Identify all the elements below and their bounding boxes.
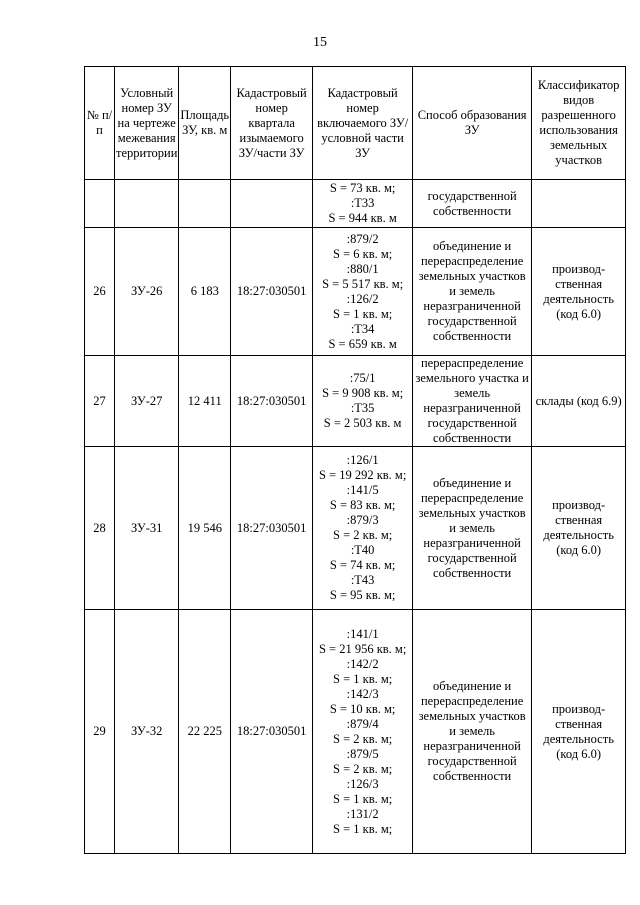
row-method: объединение и перераспределение земельных участков и земель неразграниченной государственной собственности	[413, 447, 532, 610]
table-row	[85, 610, 626, 854]
included-line: :Т34	[350, 321, 375, 336]
row-zu-number: ЗУ-27	[115, 356, 179, 447]
cont-included-line: S = 73 кв. м;	[329, 181, 396, 195]
cont-quarter	[231, 180, 313, 228]
included-line: :142/3	[346, 686, 379, 701]
included-line: :879/5	[346, 746, 379, 761]
included-line: S = 1 кв. м;	[333, 791, 393, 806]
row-no: 27	[85, 356, 115, 447]
row-method: перераспределение земельного участка и земель неразграниченной государственной собственности	[413, 356, 532, 447]
included-line: :126/1	[346, 453, 379, 467]
included-line: S = 19 292 кв. м;	[318, 468, 407, 482]
included-line: S = 9 908 кв. м;	[322, 386, 404, 400]
included-line: S = 1 кв. м;	[333, 821, 393, 836]
cont-area	[179, 180, 231, 228]
row-included	[313, 610, 413, 854]
included-line: S = 1 кв. м;	[333, 671, 393, 686]
row-quarter: 18:27:030501	[231, 356, 313, 447]
row-zu-number: ЗУ-31	[115, 447, 179, 610]
row-area: 19 546	[179, 447, 231, 610]
cont-classifier	[532, 180, 626, 228]
cont-zu	[115, 180, 179, 228]
row-area: 6 183	[179, 228, 231, 356]
land-plots-table	[84, 66, 626, 854]
row-included	[313, 447, 413, 610]
row-no: 28	[85, 447, 115, 610]
included-line: S = 95 кв. м;	[329, 588, 396, 602]
row-quarter: 18:27:030501	[231, 447, 313, 610]
included-line: :Т40	[350, 543, 375, 557]
included-line: :141/1	[346, 626, 379, 641]
included-line: :75/1	[349, 371, 376, 385]
included-line: :126/2	[346, 291, 379, 306]
cont-included	[313, 180, 413, 228]
row-classifier: производ-ственная деятельность (код 6.0)	[532, 228, 626, 356]
included-line: S = 5 517 кв. м;	[322, 276, 404, 291]
row-classifier: производ-ственная деятельность (код 6.0)	[532, 447, 626, 610]
included-line: :141/5	[346, 483, 379, 497]
header-area: Площадь ЗУ, кв. м	[179, 67, 231, 180]
cont-included-line: :Т33	[350, 196, 375, 210]
row-classifier: производ-ственная деятельность (код 6.0)	[532, 610, 626, 854]
row-area: 22 225	[179, 610, 231, 854]
included-line: S = 21 956 кв. м;	[318, 641, 407, 656]
row-quarter: 18:27:030501	[231, 228, 313, 356]
page-number: 15	[313, 35, 327, 50]
cont-no	[85, 180, 115, 228]
cont-method: государственной собственности	[413, 180, 532, 228]
table-row	[85, 356, 626, 447]
included-line: S = 659 кв. м	[328, 336, 397, 351]
row-no: 29	[85, 610, 115, 854]
row-zu-number: ЗУ-32	[115, 610, 179, 854]
row-included	[313, 228, 413, 356]
cont-included-line: S = 944 кв. м	[328, 211, 397, 225]
included-line: S = 74 кв. м;	[329, 558, 396, 572]
row-area: 12 411	[179, 356, 231, 447]
header-classifier: Классификатор видов разрешенного использования земельных участков	[532, 67, 626, 180]
header-row	[85, 67, 626, 180]
included-line: S = 2 503 кв. м	[323, 416, 402, 430]
row-zu-number: ЗУ-26	[115, 228, 179, 356]
header-zu-number: Условный номер ЗУ на чертеже межевания территории	[115, 67, 179, 180]
header-no: № п/п	[85, 67, 115, 180]
included-line: :131/2	[346, 806, 379, 821]
header-quarter: Кадастровый номер квартала изымаемого ЗУ/части ЗУ	[231, 67, 313, 180]
row-included	[313, 356, 413, 447]
included-line: :879/4	[346, 716, 379, 731]
header-included: Кадастровый номер включаемого ЗУ/условной части ЗУ	[313, 67, 413, 180]
row-method: объединение и перераспределение земельных участков и земель неразграниченной государственной собственности	[413, 228, 532, 356]
table-row	[85, 228, 626, 356]
table-row	[85, 447, 626, 610]
row-quarter: 18:27:030501	[231, 610, 313, 854]
included-line: S = 2 кв. м;	[333, 761, 393, 776]
included-line: :126/3	[346, 776, 379, 791]
row-no: 26	[85, 228, 115, 356]
included-line: S = 83 кв. м;	[329, 498, 396, 512]
row-classifier: склады (код 6.9)	[532, 356, 626, 447]
included-line: S = 6 кв. м;	[333, 246, 393, 261]
included-line: :Т43	[350, 573, 375, 587]
included-line: :Т35	[350, 401, 375, 415]
included-line: :142/2	[346, 656, 379, 671]
included-line: :879/2	[346, 231, 379, 246]
included-line: :880/1	[346, 261, 379, 276]
continuation-row	[85, 180, 626, 228]
header-method: Способ образования ЗУ	[413, 67, 532, 180]
included-line: :879/3	[346, 513, 379, 527]
included-line: S = 1 кв. м;	[333, 306, 393, 321]
included-line: S = 2 кв. м;	[333, 731, 393, 746]
row-method: объединение и перераспределение земельных участков и земель неразграниченной государственной собственности	[413, 610, 532, 854]
included-line: S = 2 кв. м;	[333, 528, 393, 542]
included-line: S = 10 кв. м;	[329, 701, 396, 716]
